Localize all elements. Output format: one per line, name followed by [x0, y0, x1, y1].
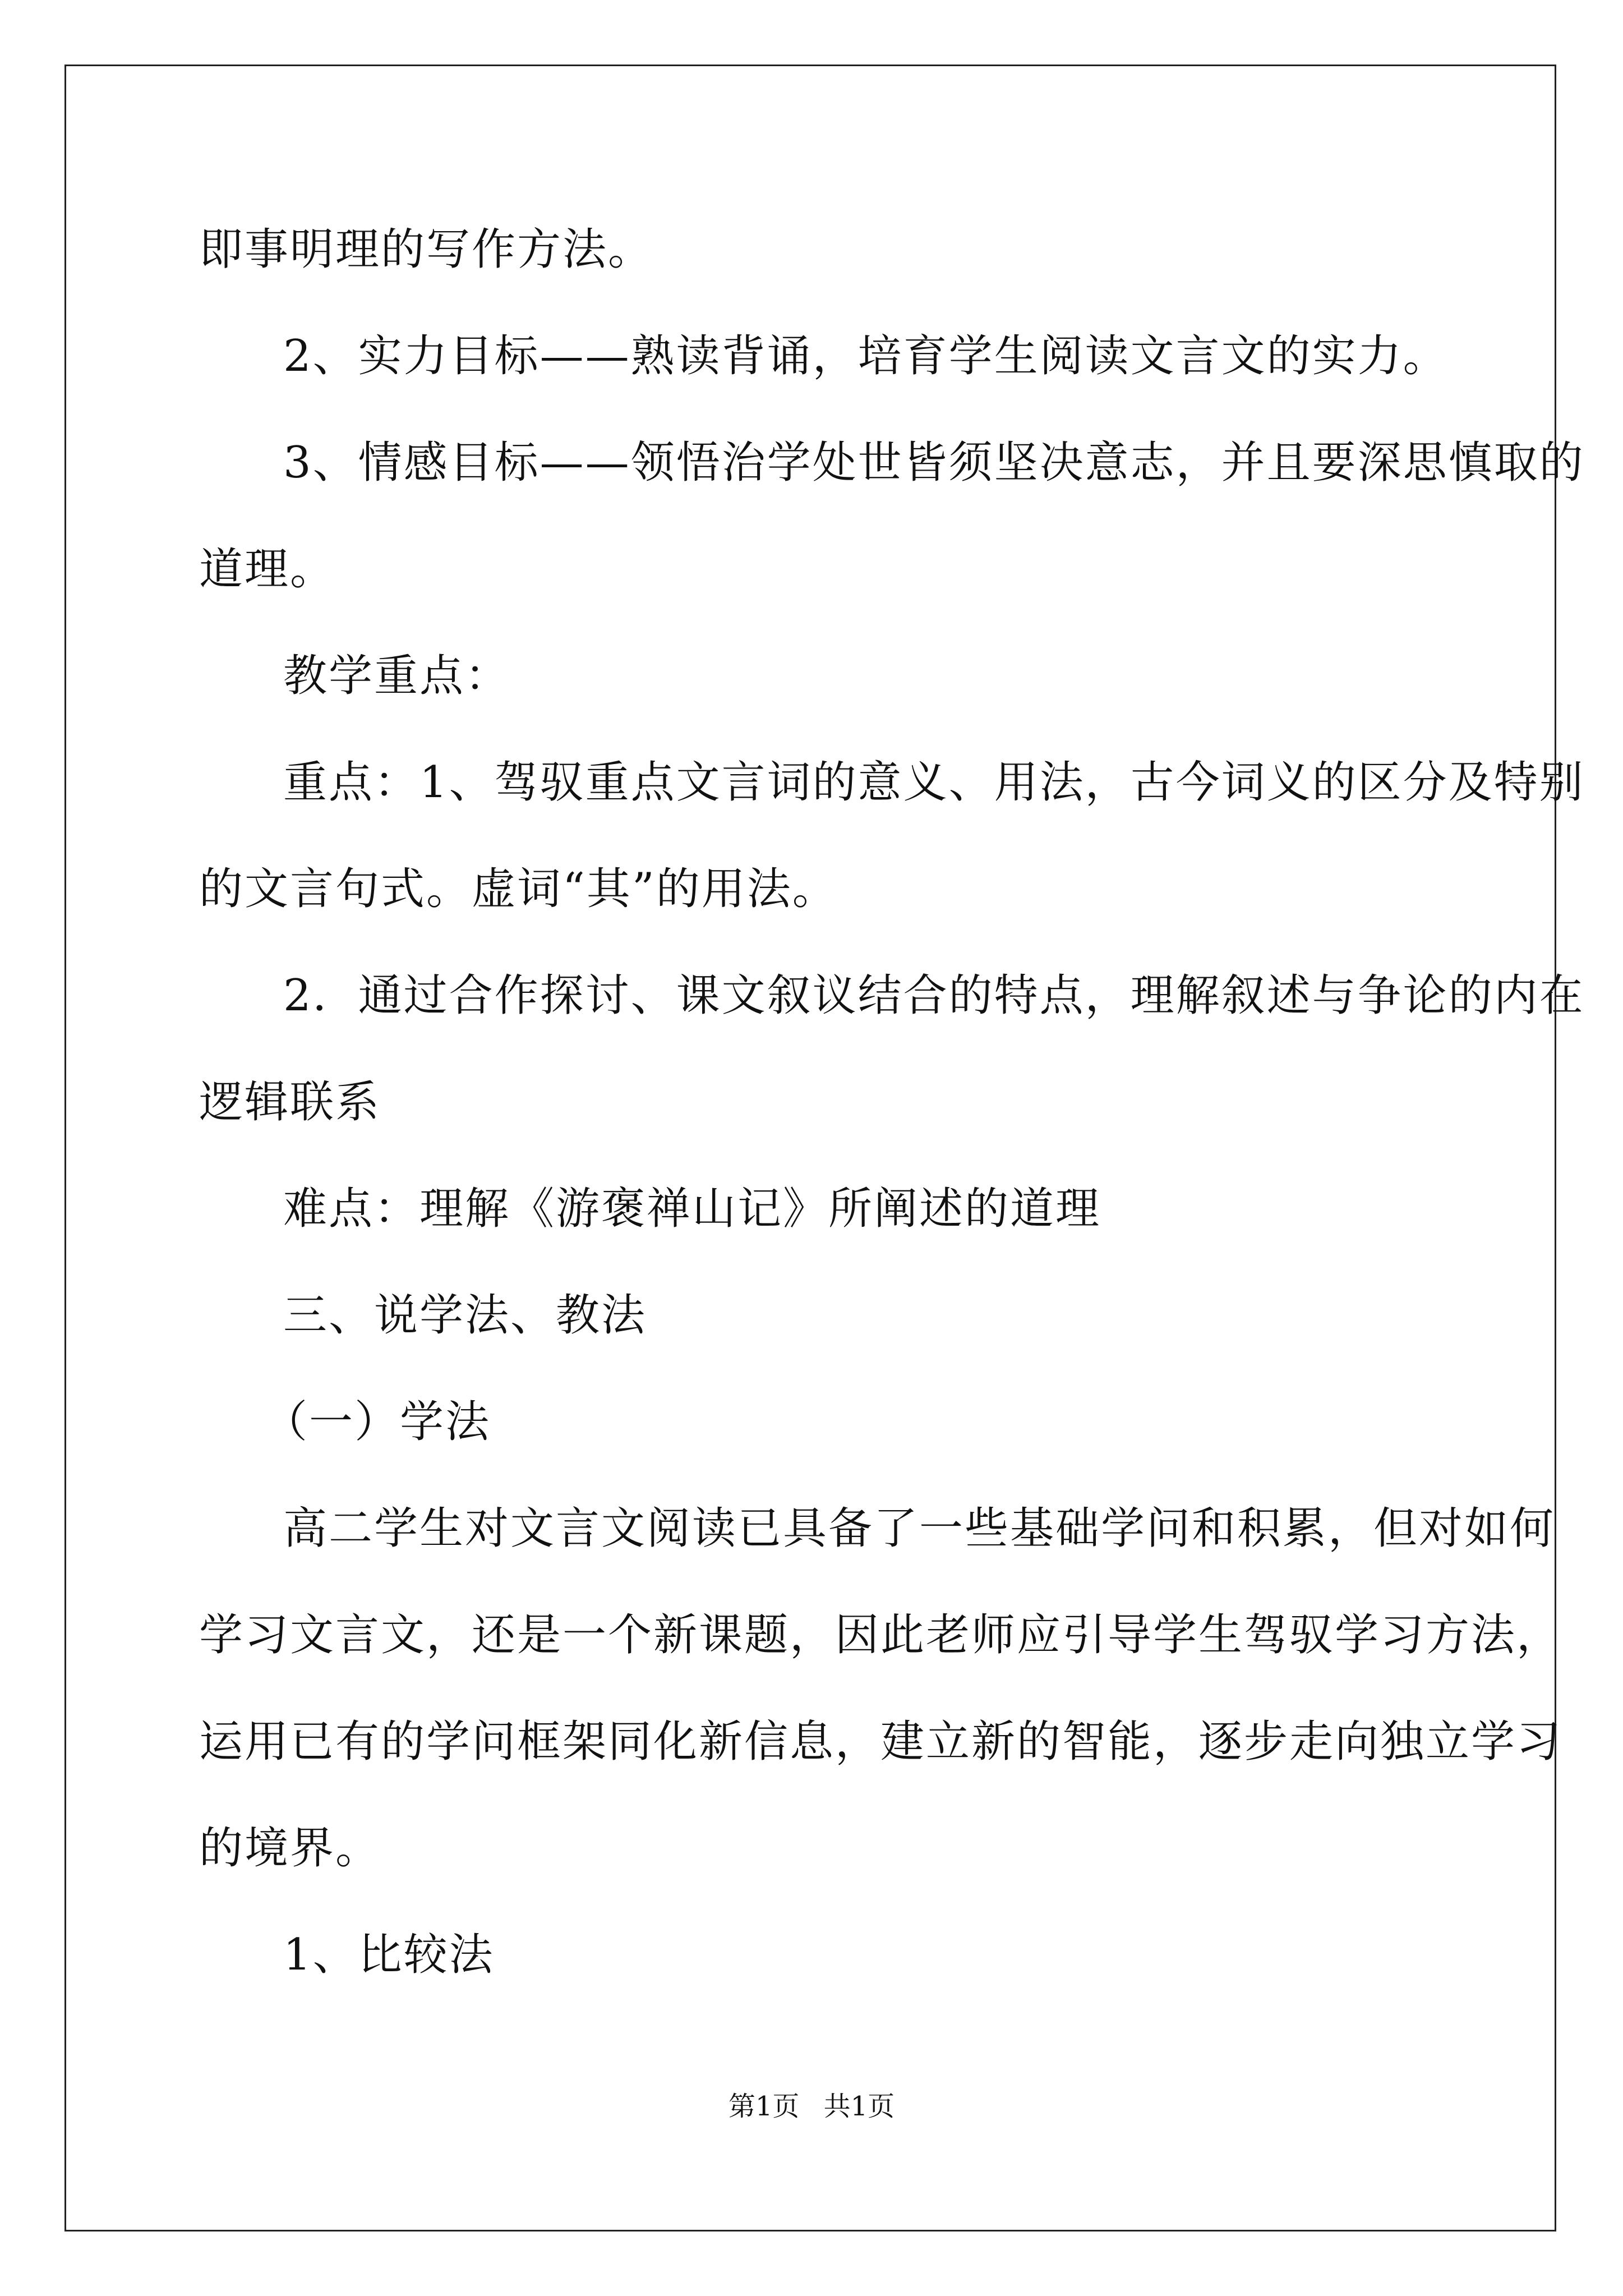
subsection-heading-learning: （一）学法	[264, 1397, 491, 1447]
section-heading-teaching-focus: 教学重点：	[283, 651, 511, 701]
text-line-15: 运用已有的学问框架同化新信息，建立新的智能，逐步走向独立学习	[199, 1717, 1562, 1767]
text-line-14: 学习文言文，还是一个新课题，因此老师应引导学生驾驭学习方法，	[199, 1610, 1562, 1660]
text-line-2: 2、实力目标——熟读背诵，培育学生阅读文言文的实力。	[283, 331, 1449, 381]
text-line-16: 的境界。	[199, 1823, 381, 1874]
text-line-8: 2．通过合作探讨、课文叙议结合的特点，理解叙述与争论的内在	[283, 970, 1585, 1021]
text-line-6: 重点：1、驾驭重点文言词的意义、用法，古今词义的区分及特别	[283, 757, 1585, 808]
text-line-10: 难点：理解《游褒禅山记》所阐述的道理	[283, 1184, 1101, 1234]
text-line-13: 高二学生对文言文阅读已具备了一些基础学问和积累，但对如何	[283, 1503, 1556, 1554]
text-line-7: 的文言句式。虚词“其”的用法。	[199, 864, 838, 914]
text-line-9: 逻辑联系	[199, 1077, 381, 1128]
text-line-1: 即事明理的写作方法。	[199, 224, 654, 275]
text-line-4: 道理。	[199, 544, 336, 595]
page-number: 第1页	[728, 2091, 800, 2122]
page-border	[64, 65, 1556, 2231]
page-footer	[0, 2090, 1623, 2123]
text-line-3: 3、情感目标——领悟治学处世皆须坚决意志，并且要深思慎取的	[283, 438, 1585, 488]
text-line-17: 1、比较法	[283, 1930, 495, 1980]
section-heading-methods: 三、说学法、教法	[283, 1290, 647, 1341]
page-total: 共1页	[823, 2091, 895, 2122]
